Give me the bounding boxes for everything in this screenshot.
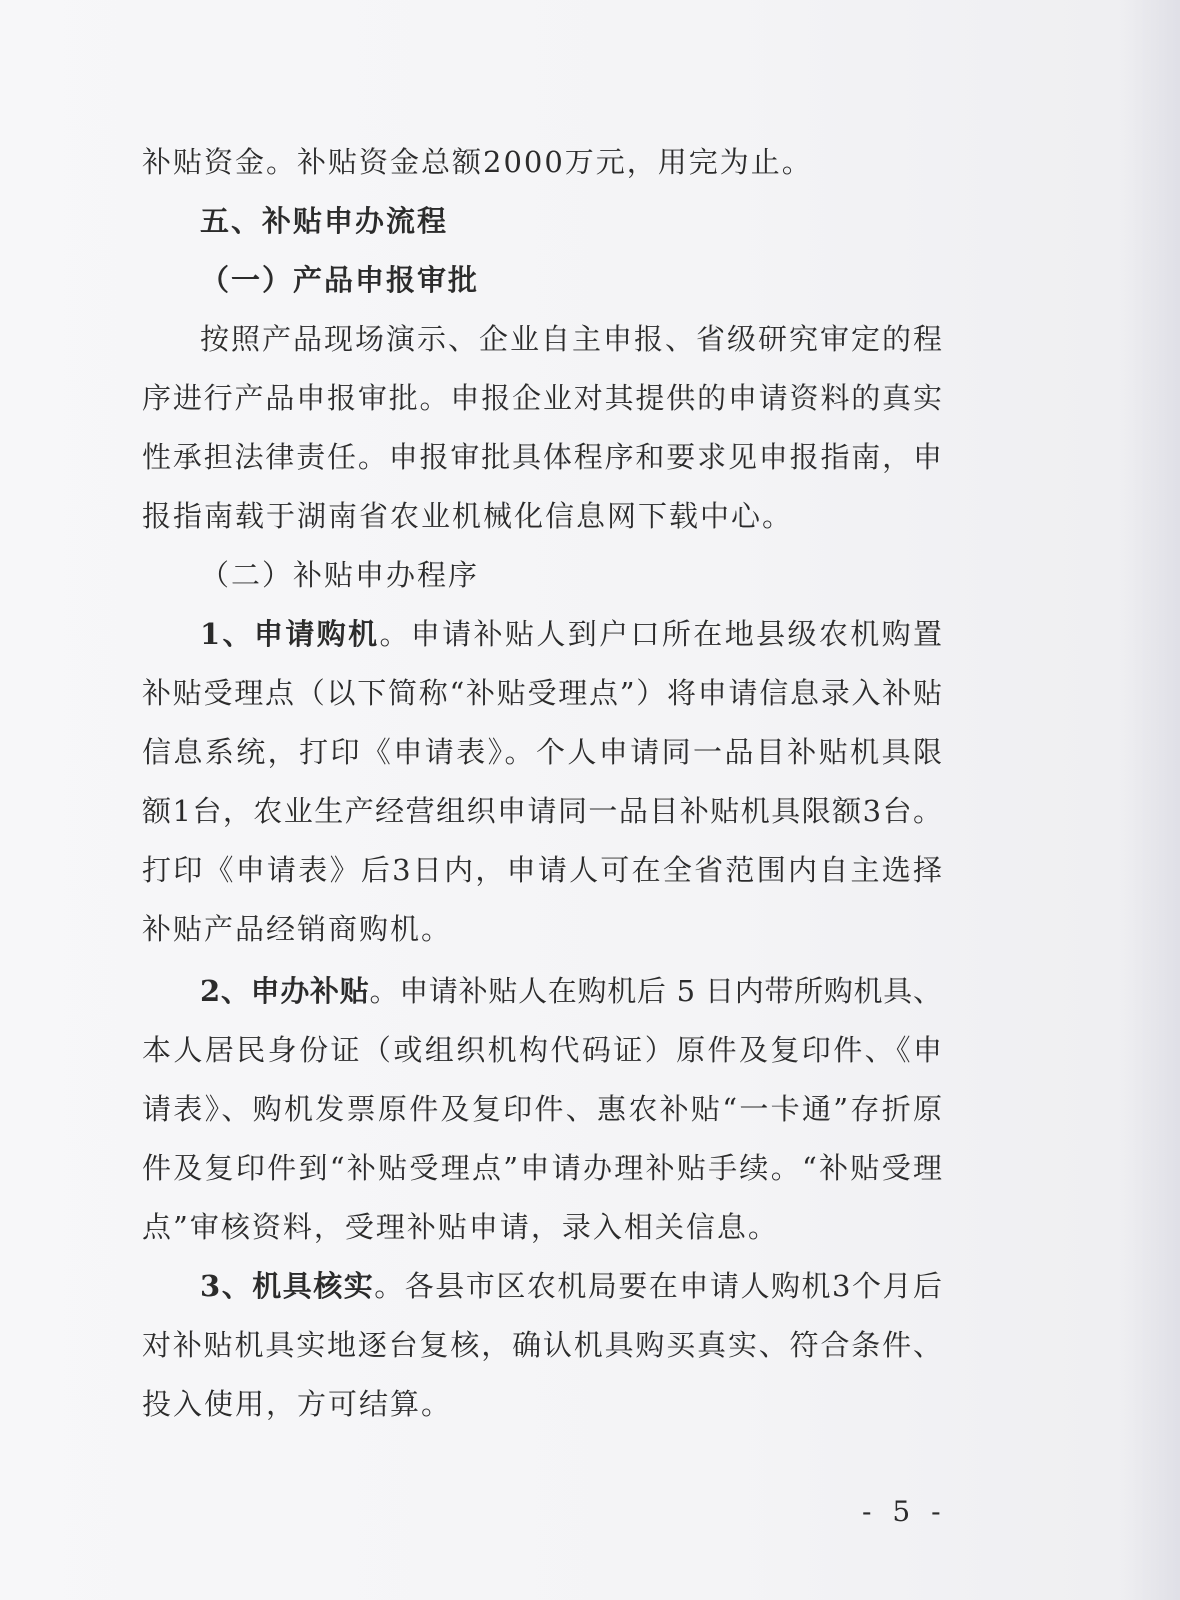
paragraph-line: 补贴受理点（以下简称“补贴受理点”）将申请信息录入补贴	[142, 676, 942, 710]
page-number: - 5 -	[862, 1495, 947, 1528]
paragraph-line: 对补贴机具实地逐台复核，确认机具购买真实、符合条件、	[142, 1328, 942, 1362]
paragraph-line	[200, 616, 942, 652]
item-text: 。申请补贴人到户口所在地县级农机购置	[379, 617, 942, 651]
section-heading: 五、补贴申办流程	[200, 204, 449, 238]
paragraph-line: 件及复印件到“补贴受理点”申请办理补贴手续。“补贴受理	[142, 1151, 942, 1185]
paragraph-line: 额1台，农业生产经营组织申请同一品目补贴机具限额3台。	[142, 794, 942, 828]
paragraph-line: 点”审核资料，受理补贴申请，录入相关信息。	[142, 1210, 779, 1244]
paragraph-line: 补贴产品经销商购机。	[142, 912, 453, 946]
paragraph-line: 序进行产品申报审批。申报企业对其提供的申请资料的真实	[142, 381, 942, 415]
item-text: 。各县市区农机局要在申请人购机3个月后	[374, 1269, 943, 1303]
paragraph-line: 信息系统，打印《申请表》。个人申请同一品目补贴机具限	[142, 735, 942, 769]
paragraph-line: 请表》、购机发票原件及复印件、惠农补贴“一卡通”存折原	[142, 1092, 942, 1126]
subsection-heading: （二）补贴申办程序	[200, 558, 480, 592]
paragraph-line: 性承担法律责任。申报审批具体程序和要求见申报指南，申	[142, 440, 942, 474]
paragraph-line: 补贴资金。补贴资金总额2000万元，用完为止。	[142, 145, 813, 179]
paragraph-line	[200, 973, 942, 1009]
item-lead: 2、申办补贴	[200, 974, 370, 1008]
item-text: 。申请补贴人在购机后 5 日内带所购机具、	[369, 974, 942, 1008]
item-lead: 3、机具核实	[200, 1269, 375, 1303]
subsection-heading: （一）产品申报审批	[200, 263, 480, 297]
paragraph-line: 投入使用，方可结算。	[142, 1387, 453, 1421]
paragraph-line	[200, 1268, 942, 1304]
paragraph-line: 本人居民身份证（或组织机构代码证）原件及复印件、《申	[142, 1033, 942, 1067]
paragraph-line: 报指南载于湖南省农业机械化信息网下载中心。	[142, 499, 794, 533]
item-lead: 1、申请购机	[200, 617, 380, 651]
paragraph-line: 按照产品现场演示、企业自主申报、省级研究审定的程	[200, 322, 942, 356]
page-edge-shadow	[1120, 0, 1180, 1600]
paragraph-line: 打印《申请表》后3日内，申请人可在全省范围内自主选择	[142, 853, 942, 887]
